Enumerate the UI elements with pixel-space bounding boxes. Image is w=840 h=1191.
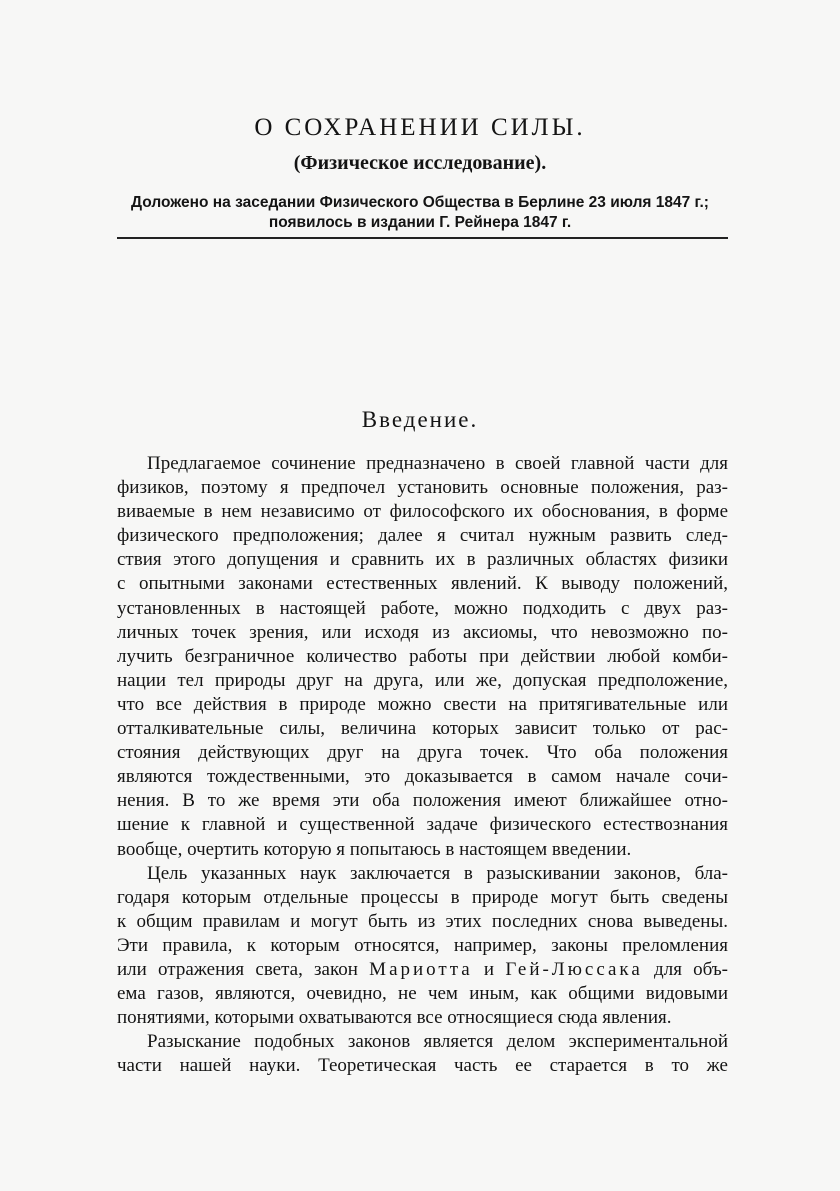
text-fragment: для объ- — [642, 958, 729, 980]
text-line: понятиями, которыми охватываются все относящиеся сюда явления. — [117, 1007, 672, 1029]
presentation-note-line-1: Доложено на заседании Физического Общества в Берлине 23 июля 1847 г.; — [131, 194, 709, 211]
presentation-note-line-2: появилось в издании Г. Рейнера 1847 г. — [268, 214, 572, 231]
body-text — [117, 452, 728, 1078]
text-line: Эти правила, к которым относятся, например, законы преломления — [117, 934, 728, 956]
text-line: с опытными законами естественных явлений. К выводу положений, — [117, 573, 728, 595]
text-line: отталкивательные силы, величина которых зависит только от рас- — [117, 718, 728, 740]
text-line: вообще, очертить которую я попытаюсь в настоящем введении. — [117, 838, 632, 860]
text-line: нения. В то же время эти оба положения имеют ближайшее отно- — [117, 790, 728, 812]
paragraph-3 — [117, 1030, 728, 1078]
text-line: ема газов, являются, очевидно, не чем иным, как общими видовыми — [117, 983, 728, 1005]
text-line: стояния действующих друг на друга точек. Что оба положения — [117, 742, 728, 764]
paragraph-1 — [117, 452, 728, 862]
page-title: О СОХРАНЕНИИ СИЛЫ. — [254, 114, 586, 141]
paragraph-2 — [117, 862, 728, 1031]
text-line: личных точек зрения, или исходя из аксиомы, что невозможно по- — [117, 621, 728, 643]
text-line: нации тел природы друг на друга, или же, допуская предположение, — [117, 669, 728, 691]
text-line — [117, 958, 728, 982]
text-fragment: или отражения света, закон — [117, 958, 370, 980]
text-line: физического предположения; далее я считал нужным развить след- — [117, 525, 728, 547]
author-name-gay-lussac: Гей-Люссака — [505, 958, 643, 980]
header-divider — [117, 237, 728, 239]
text-line: установленных в настоящей работе, можно подходить с двух раз- — [117, 597, 728, 619]
text-line: Цель указанных наук заключается в разыскивании законов, бла- — [147, 862, 728, 884]
text-line: Предлагаемое сочинение предназначено в своей главной части для — [147, 453, 728, 474]
text-line: лучить безграничное количество работы при действии любой комби- — [117, 645, 728, 667]
text-fragment: и — [472, 958, 506, 980]
section-heading: Введение. — [361, 407, 479, 432]
text-line: к общим правилам и могут быть из этих последних снова выведены. — [117, 910, 728, 932]
text-line: годаря которым отдельные процессы в природе могут быть сведены — [117, 886, 728, 908]
author-name-mariotte: Мариотта — [369, 958, 473, 980]
text-line: Разыскание подобных законов является делом экспериментальной — [147, 1031, 728, 1053]
page-subtitle: (Физическое исследование). — [293, 152, 547, 174]
text-line: ствия этого допущения и сравнить их в различных областях физики — [117, 549, 728, 571]
text-line: виваемые в нем независимо от философского их обоснования, в форме — [117, 501, 728, 523]
text-line: являются тождественными, это доказывается в самом начале сочи- — [117, 766, 728, 788]
text-line: физиков, поэтому я предпочел установить основные положения, раз- — [117, 477, 728, 499]
text-line: что все действия в природе можно свести на притягивательные или — [117, 693, 728, 715]
text-line: шение к главной и существенной задаче физического естествознания — [117, 814, 728, 836]
text-line: части нашей науки. Теоретическая часть ее старается в то же — [117, 1055, 728, 1077]
